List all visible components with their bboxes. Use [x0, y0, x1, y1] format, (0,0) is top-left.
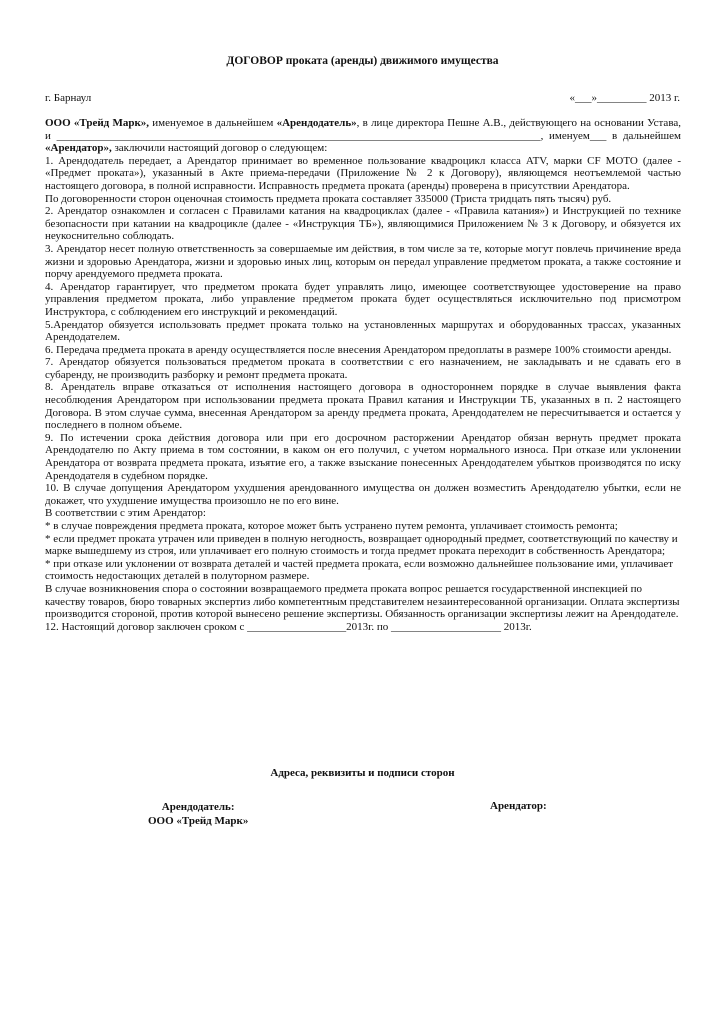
clause-4: 4. Арендатор гарантирует, что предметом проката будет управлять лицо, имеющее соответствующее удостоверение на право управления предметом проката, либо управление предметом проката будет осуществляться исключительно под присмотром Инструктора, с соблюдением его инструкций и рекомендаций.	[45, 280, 681, 318]
clause-2: 2. Арендатор ознакомлен и согласен с Правилами катания на квадроциклах (далее - «Правила катания») и Инструкцией по технике безопасности при катании на квадроцикле (далее - «Инструкция ТБ»), являющимися Приложением № 3 к Договору, и обязуется их неукоснительно соблюдать.	[45, 205, 681, 243]
contract-date: «___»_________ 2013 г.	[569, 92, 680, 104]
clause-1-valuation: По договоренности сторон оценочная стоимость предмета проката составляет 335000 (Триста тридцать пять тысяч) руб.	[45, 192, 612, 205]
clause-8: 8. Арендатель вправе отказаться от исполнения настоящего договора в одностороннем порядке в случае выявления факта несоблюдения Арендатором при использовании предмета проката Правил катания и Инструкции ТБ, указанных в п. 2 настоящего Договора. В этом случае сумма, внесенная Арендатором за аренду предмета проката, Арендодателем не пересчитывается и остается у последнего в полном объеме.	[45, 381, 681, 432]
contract-body	[45, 117, 681, 633]
city: г. Барнаул	[45, 92, 92, 104]
clause-dispute: В случае возникновения спора о состоянии возвращаемого предмета проката вопрос решается государственной инспекцией по качеству товаров, бюро товарных экспертиз либо компетентным представителем незаинтересованной организации. Оплата экспертизы производится стороной, против которой вынесено решение экспертизы. Обязанность организации экспертизы лежит на Арендодателе.	[45, 582, 680, 621]
lessor-company: ООО «Трейд Марк»	[148, 815, 249, 827]
clause-5: 5.Арендатор обязуется использовать предмет проката только на установленных маршрутах и оборудованных трассах, указанных Арендодателем.	[45, 318, 681, 344]
clause-10-bullet-1: * в случае повреждения предмета проката, которое может быть устранено путем ремонта, уплачивает стоимость ремонта;	[45, 520, 618, 532]
clause-1: 1. Арендодатель передает, а Арендатор принимает во временное пользование квадроцикл класса ATV, марки CF MOTO (далее - «Предмет проката»), указанный в Акте приема-передачи (Приложение № 2 к Договору), являющемся неотъемлемой частью настоящего договора, в полной исправности. Исправность предмета проката (аренды) проверена в присутствии Арендатора.	[45, 154, 681, 192]
clause-10-bullet-2: * если предмет проката утрачен или приведен в полную негодность, возвращает однородный предмет, соответствующий по качеству и марке вышедшему из строя, или уплачивает его полную стоимость и тогда предмет проката переходит в собственность Арендатора;	[45, 532, 678, 558]
clause-12: 12. Настоящий договор заключен сроком с __________________2013г. по ____________________ 2013г.	[45, 620, 532, 633]
clause-10-bullet-3: * при отказе или уклонении от возврата деталей и частей предмета проката, если возможно дальнейшее пользование ими, уплачивает стоимость недостающих деталей в полуторном размере.	[45, 557, 674, 583]
clause-3: 3. Арендатор несет полную ответственность за совершаемые им действия, в том числе за те, которые могут повлечь причинение вреда жизни и здоровью Арендатора, жизни и здоровью иных лиц, которым он передал управление предметом проката, а также состояние и порчу арендуемого предмета проката.	[45, 242, 681, 281]
parties-text-1: именуемое в дальнейшем	[149, 117, 277, 129]
parties-text-2: , в лице директора Пешне А.В., действующего на основании Устава, и ________________________________________________________________________________________, именуем___ в дальнейшем	[45, 117, 681, 142]
addresses-title: Адреса, реквизиты и подписи сторон	[270, 767, 455, 779]
lessor-label: Арендодатель:	[161, 801, 235, 813]
parties-text-3: заключили настоящий договор о следующем:	[111, 142, 328, 155]
clause-9: 9. По истечении срока действия договора или при его досрочном расторжении Арендатор обязан вернуть предмет проката Арендодателю по Акту приема в том состоянии, в каком он его получил, с учетом нормального износа. При отказе или уклонении Арендатора от возврата предмета проката, изъятие его, а также взыскание понесенных Арендодателем убытков производятся по иску Арендодателя в судебном порядке.	[45, 431, 681, 482]
clause-10: 10. В случае допущения Арендатором ухудшения арендованного имущества он должен возместить Арендодателю убытки, если не докажет, что ухудшение имущества произошло не по его вине.	[45, 482, 681, 507]
parties-paragraph	[45, 117, 681, 155]
lessor-signature-block	[148, 800, 248, 828]
lessor-term: «Арендодатель»	[276, 117, 357, 129]
company-name: ООО «Трейд Марк»,	[45, 117, 150, 129]
document-title: ДОГОВОР проката (аренды) движимого имущества	[226, 55, 499, 67]
clause-7: 7. Арендатор обязуется пользоваться предметом проката в соответствии с его назначением, не закладывать и не сдавать его в субаренду, не производить разборку и ремонт предмета проката.	[45, 356, 681, 381]
lessee-label: Арендатор:	[490, 800, 547, 812]
clause-10-intro: В соответствии с этим Арендатор:	[45, 507, 206, 520]
clause-6: 6. Передача предмета проката в аренду осуществляется после внесения Арендатором предоплаты в размере 100% стоимости аренды.	[45, 343, 672, 356]
lessee-term: «Арендатор»,	[45, 142, 112, 155]
